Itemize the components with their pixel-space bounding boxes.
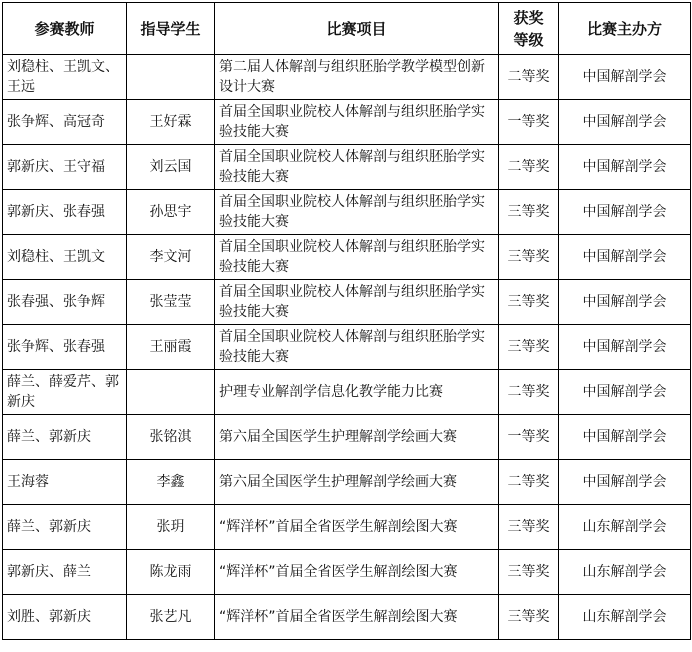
cell-organizer: 山东解剖学会	[559, 595, 691, 640]
cell-organizer: 中国解剖学会	[559, 235, 691, 280]
cell-level: 一等奖	[499, 100, 559, 145]
cell-teachers: 郭新庆、薛兰	[3, 550, 127, 595]
cell-teachers: 郭新庆、张春强	[3, 190, 127, 235]
cell-project: 首届全国职业院校人体解剖与组织胚胎学实验技能大赛	[215, 325, 499, 370]
cell-students: 李文河	[127, 235, 215, 280]
header-students: 指导学生	[127, 3, 215, 55]
cell-level: 三等奖	[499, 235, 559, 280]
cell-organizer: 中国解剖学会	[559, 460, 691, 505]
cell-organizer: 中国解剖学会	[559, 325, 691, 370]
table-row	[3, 370, 691, 415]
cell-level: 三等奖	[499, 280, 559, 325]
cell-teachers: 刘稳柱、王凯文	[3, 235, 127, 280]
cell-level: 二等奖	[499, 370, 559, 415]
cell-organizer: 中国解剖学会	[559, 190, 691, 235]
cell-organizer: 中国解剖学会	[559, 415, 691, 460]
table-row	[3, 415, 691, 460]
cell-level: 三等奖	[499, 505, 559, 550]
header-row	[3, 3, 691, 55]
cell-students: 王好霖	[127, 100, 215, 145]
cell-students: 张莹莹	[127, 280, 215, 325]
cell-project: “辉洋杯”首届全省医学生解剖绘图大赛	[215, 505, 499, 550]
cell-students: 李鑫	[127, 460, 215, 505]
cell-teachers: 薛兰、薛爱芹、郭新庆	[3, 370, 127, 415]
table-row	[3, 190, 691, 235]
cell-project: 第六届全国医学生护理解剖学绘画大赛	[215, 415, 499, 460]
cell-organizer: 中国解剖学会	[559, 100, 691, 145]
cell-organizer: 中国解剖学会	[559, 55, 691, 100]
cell-students: 王丽霞	[127, 325, 215, 370]
cell-students: 张艺凡	[127, 595, 215, 640]
header-teachers: 参赛教师	[3, 3, 127, 55]
cell-teachers: 张春强、张争辉	[3, 280, 127, 325]
cell-teachers: 张争辉、高冠奇	[3, 100, 127, 145]
awards-table	[2, 2, 691, 640]
cell-students	[127, 370, 215, 415]
table-row	[3, 550, 691, 595]
cell-students: 张玥	[127, 505, 215, 550]
table-row	[3, 460, 691, 505]
cell-organizer: 中国解剖学会	[559, 145, 691, 190]
table-row	[3, 100, 691, 145]
cell-level: 三等奖	[499, 325, 559, 370]
cell-teachers: 张争辉、张春强	[3, 325, 127, 370]
cell-level: 二等奖	[499, 55, 559, 100]
cell-organizer: 中国解剖学会	[559, 370, 691, 415]
cell-teachers: 郭新庆、王守福	[3, 145, 127, 190]
header-project: 比赛项目	[215, 3, 499, 55]
cell-project: 首届全国职业院校人体解剖与组织胚胎学实验技能大赛	[215, 235, 499, 280]
table-row	[3, 145, 691, 190]
header-organizer: 比赛主办方	[559, 3, 691, 55]
cell-students: 张铭淇	[127, 415, 215, 460]
cell-students: 孙思宇	[127, 190, 215, 235]
cell-project: 首届全国职业院校人体解剖与组织胚胎学实验技能大赛	[215, 145, 499, 190]
cell-level: 三等奖	[499, 190, 559, 235]
cell-project: 第二届人体解剖与组织胚胎学教学模型创新设计大赛	[215, 55, 499, 100]
table-row	[3, 595, 691, 640]
cell-teachers: 薛兰、郭新庆	[3, 505, 127, 550]
cell-teachers: 刘胜、郭新庆	[3, 595, 127, 640]
cell-project: 首届全国职业院校人体解剖与组织胚胎学实验技能大赛	[215, 280, 499, 325]
cell-students: 陈龙雨	[127, 550, 215, 595]
cell-project: 护理专业解剖学信息化教学能力比赛	[215, 370, 499, 415]
table-row	[3, 55, 691, 100]
cell-teachers: 刘稳柱、王凯文、王远	[3, 55, 127, 100]
cell-project: “辉洋杯”首届全省医学生解剖绘图大赛	[215, 550, 499, 595]
cell-organizer: 山东解剖学会	[559, 505, 691, 550]
cell-students: 刘云国	[127, 145, 215, 190]
cell-teachers: 王海蓉	[3, 460, 127, 505]
cell-level: 一等奖	[499, 415, 559, 460]
cell-organizer: 山东解剖学会	[559, 550, 691, 595]
cell-project: 第六届全国医学生护理解剖学绘画大赛	[215, 460, 499, 505]
cell-teachers: 薛兰、郭新庆	[3, 415, 127, 460]
cell-project: “辉洋杯”首届全省医学生解剖绘图大赛	[215, 595, 499, 640]
table-row	[3, 325, 691, 370]
cell-level: 三等奖	[499, 595, 559, 640]
header-level: 获奖 等级	[499, 3, 559, 55]
table-row	[3, 280, 691, 325]
cell-students	[127, 55, 215, 100]
table-row	[3, 235, 691, 280]
cell-level: 二等奖	[499, 145, 559, 190]
cell-project: 首届全国职业院校人体解剖与组织胚胎学实验技能大赛	[215, 100, 499, 145]
cell-project: 首届全国职业院校人体解剖与组织胚胎学实验技能大赛	[215, 190, 499, 235]
table-row	[3, 505, 691, 550]
cell-level: 三等奖	[499, 550, 559, 595]
cell-level: 二等奖	[499, 460, 559, 505]
cell-organizer: 中国解剖学会	[559, 280, 691, 325]
